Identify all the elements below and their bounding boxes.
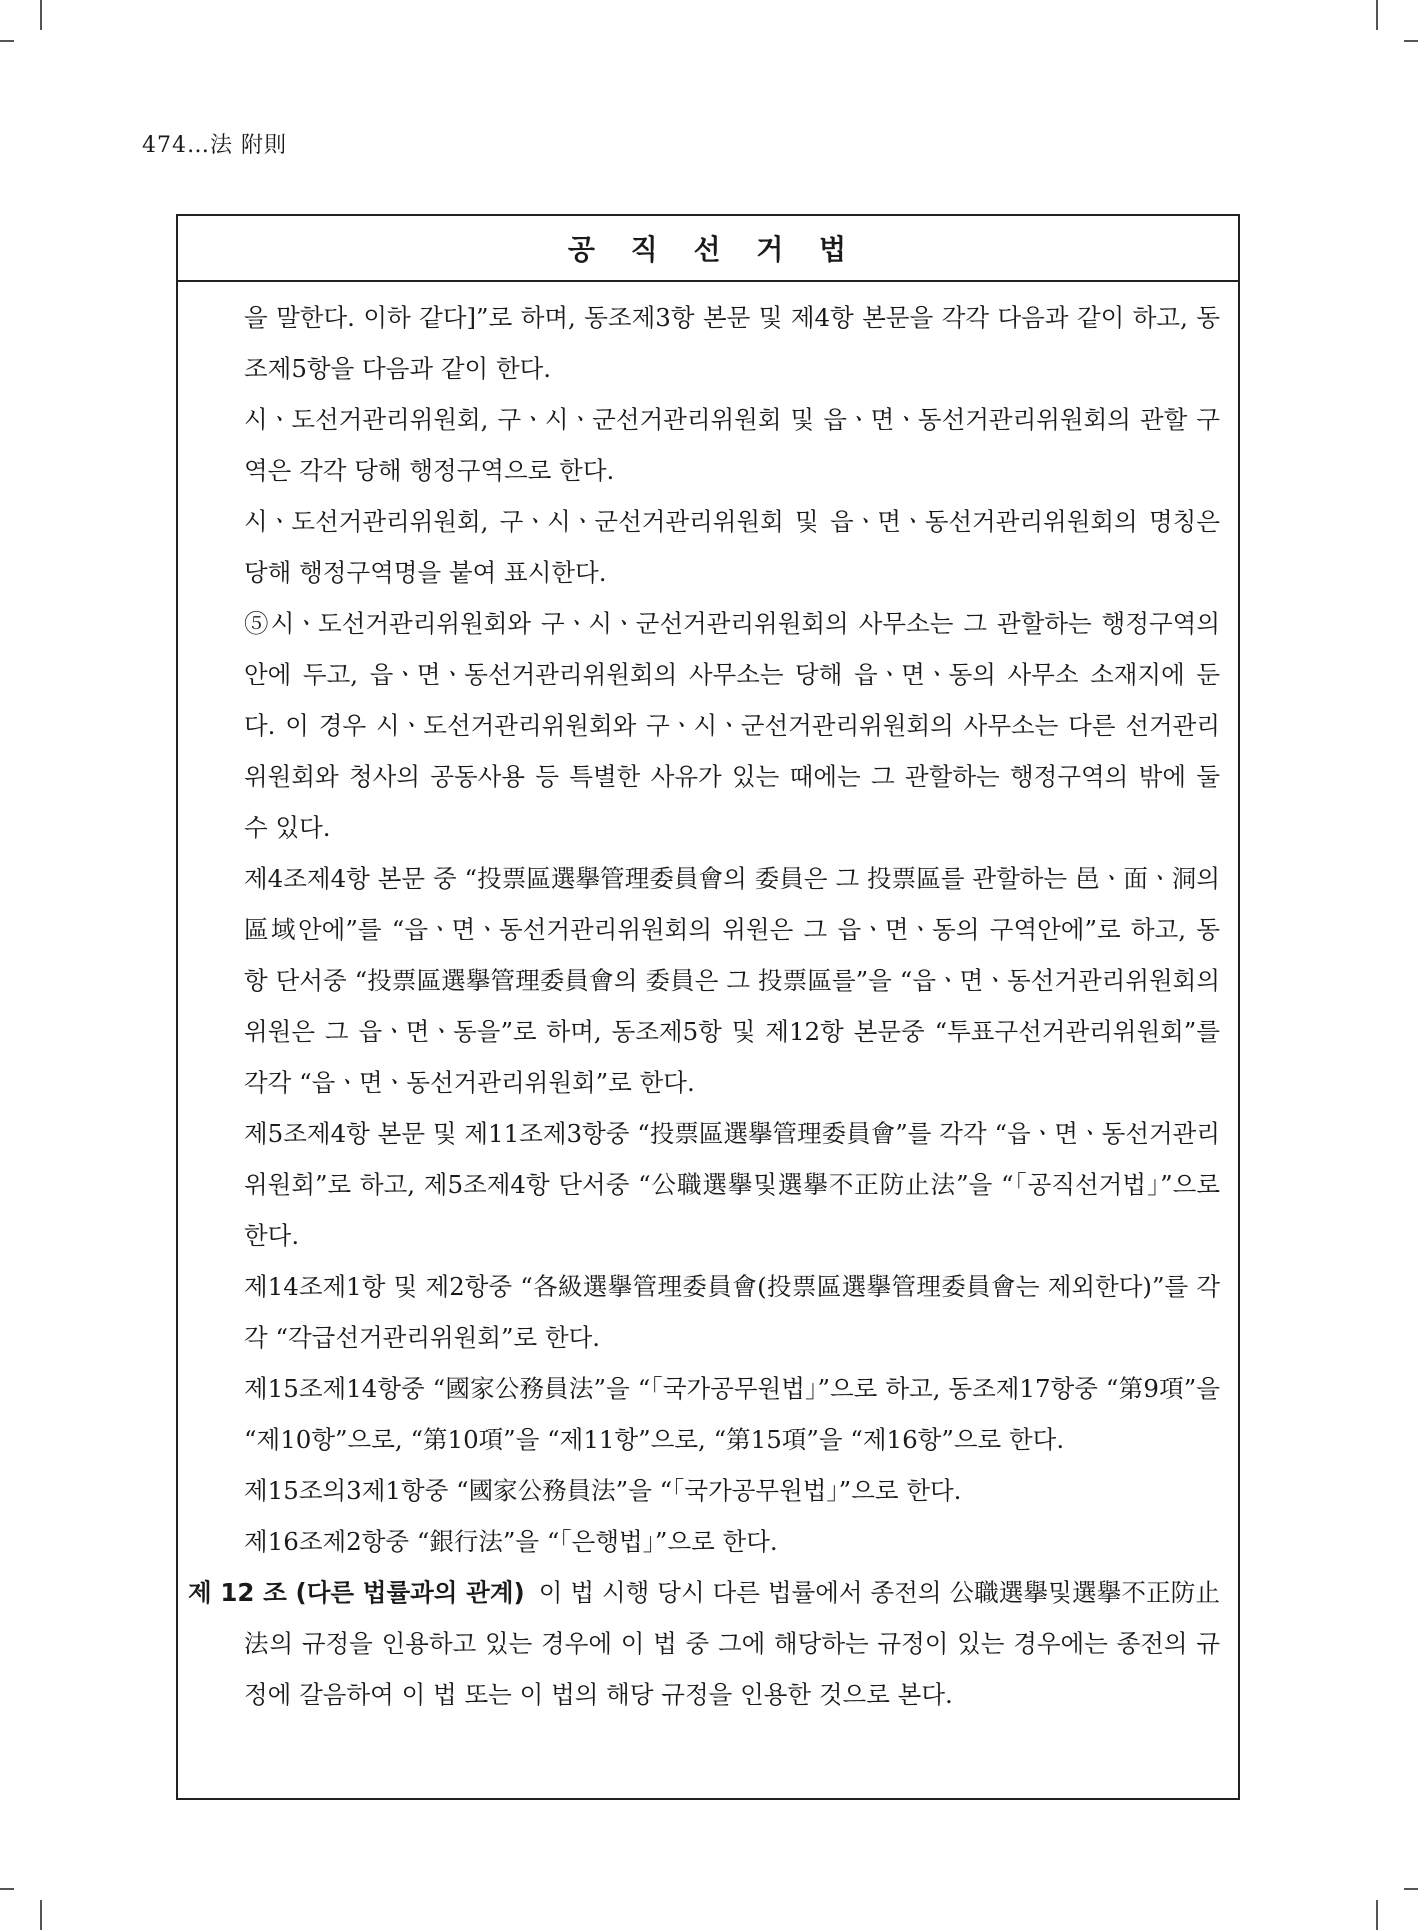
paragraph: 제15조의3제1항중 “國家公務員法”을 “「국가공무원법」”으로 한다. [244, 1476, 962, 1505]
crop-mark-bottom-left-vertical [40, 1900, 42, 1930]
paragraph: 제16조제2항중 “銀行法”을 “「은행법」”으로 한다. [244, 1527, 778, 1556]
law-box [176, 214, 1240, 1800]
crop-mark-top-right-horizontal [1404, 40, 1418, 42]
paragraph: ⑤시ㆍ도선거관리위원회와 구ㆍ시ㆍ군선거관리위원회의 사무소는 그 관할하는 행정구역의 안에 두고, 읍ㆍ면ㆍ동선거관리위원회의 사무소는 당해 읍ㆍ면ㆍ동의 사무소 소재지에 둔다. 이 경우 시ㆍ도선거관리위원회와 구ㆍ시ㆍ군선거관리위원회의 사무소는 다른 선거관리위원회와 청사의 공동사용 등 특별한 사유가 있는 때에는 그 관할하는 행정구역의 밖에 둘 수 있다. [244, 609, 1220, 842]
paragraph: 제14조제1항 및 제2항중 “各級選擧管理委員會(投票區選擧管理委員會는 제외한다)”를 각각 “각급선거관리위원회”로 한다. [244, 1272, 1220, 1352]
crop-mark-bottom-left-horizontal [0, 1888, 14, 1890]
article-12-body: 이 법 시행 당시 다른 법률에서 종전의 公職選擧및選擧不正防止法의 규정을 인용하고 있는 경우에 이 법 중 그에 해당하는 규정이 있는 경우에는 종전의 규정에 갈음하여 이 법 또는 이 법의 해당 규정을 인용한 것으로 본다. [244, 1578, 1220, 1709]
crop-mark-top-left-vertical [40, 0, 42, 30]
crop-mark-top-left-horizontal [0, 40, 14, 42]
paragraph: 을 말한다. 이하 같다]”로 하며, 동조제3항 본문 및 제4항 본문을 각각 다음과 같이 하고, 동조제5항을 다음과 같이 한다. [244, 303, 1220, 383]
paragraph: 제15조제14항중 “國家公務員法”을 “「국가공무원법」”으로 하고, 동조제17항중 “第9項”을 “제10항”으로, “第10項”을 “제11항”으로, “第15項”을 “제16항”으로 한다. [244, 1374, 1220, 1454]
crop-mark-top-right-vertical [1376, 0, 1378, 30]
paragraph: 제4조제4항 본문 중 “投票區選擧管理委員會의 委員은 그 投票區를 관할하는 邑ㆍ面ㆍ洞의 區域안에”를 “읍ㆍ면ㆍ동선거관리위원회의 위원은 그 읍ㆍ면ㆍ동의 구역안에”로 하고, 동항 단서중 “投票區選擧管理委員會의 委員은 그 投票區를”을 “읍ㆍ면ㆍ동선거관리위원회의 위원은 그 읍ㆍ면ㆍ동을”로 하며, 동조제5항 및 제12항 본문중 “투표구선거관리위원회”를 각각 “읍ㆍ면ㆍ동선거관리위원회”로 한다. [244, 864, 1220, 1097]
box-content [178, 282, 1238, 1798]
article-12 [188, 1567, 1220, 1720]
box-title: 공 직 선 거 법 [178, 216, 1238, 282]
page-header: 474…法 附則 [142, 133, 287, 158]
article-12-heading: 제 12 조 (다른 법률과의 관계) [188, 1578, 525, 1607]
crop-mark-bottom-right-horizontal [1404, 1888, 1418, 1890]
paragraph: 시ㆍ도선거관리위원회, 구ㆍ시ㆍ군선거관리위원회 및 읍ㆍ면ㆍ동선거관리위원회의 명칭은 당해 행정구역명을 붙여 표시한다. [244, 507, 1220, 587]
crop-mark-bottom-right-vertical [1376, 1900, 1378, 1930]
paragraph: 시ㆍ도선거관리위원회, 구ㆍ시ㆍ군선거관리위원회 및 읍ㆍ면ㆍ동선거관리위원회의 관할 구역은 각각 당해 행정구역으로 한다. [244, 405, 1220, 485]
paragraph: 제5조제4항 본문 및 제11조제3항중 “投票區選擧管理委員會”를 각각 “읍ㆍ면ㆍ동선거관리위원회”로 하고, 제5조제4항 단서중 “公職選擧및選擧不正防止法”을 “「공직선거법」”으로 한다. [244, 1119, 1220, 1250]
